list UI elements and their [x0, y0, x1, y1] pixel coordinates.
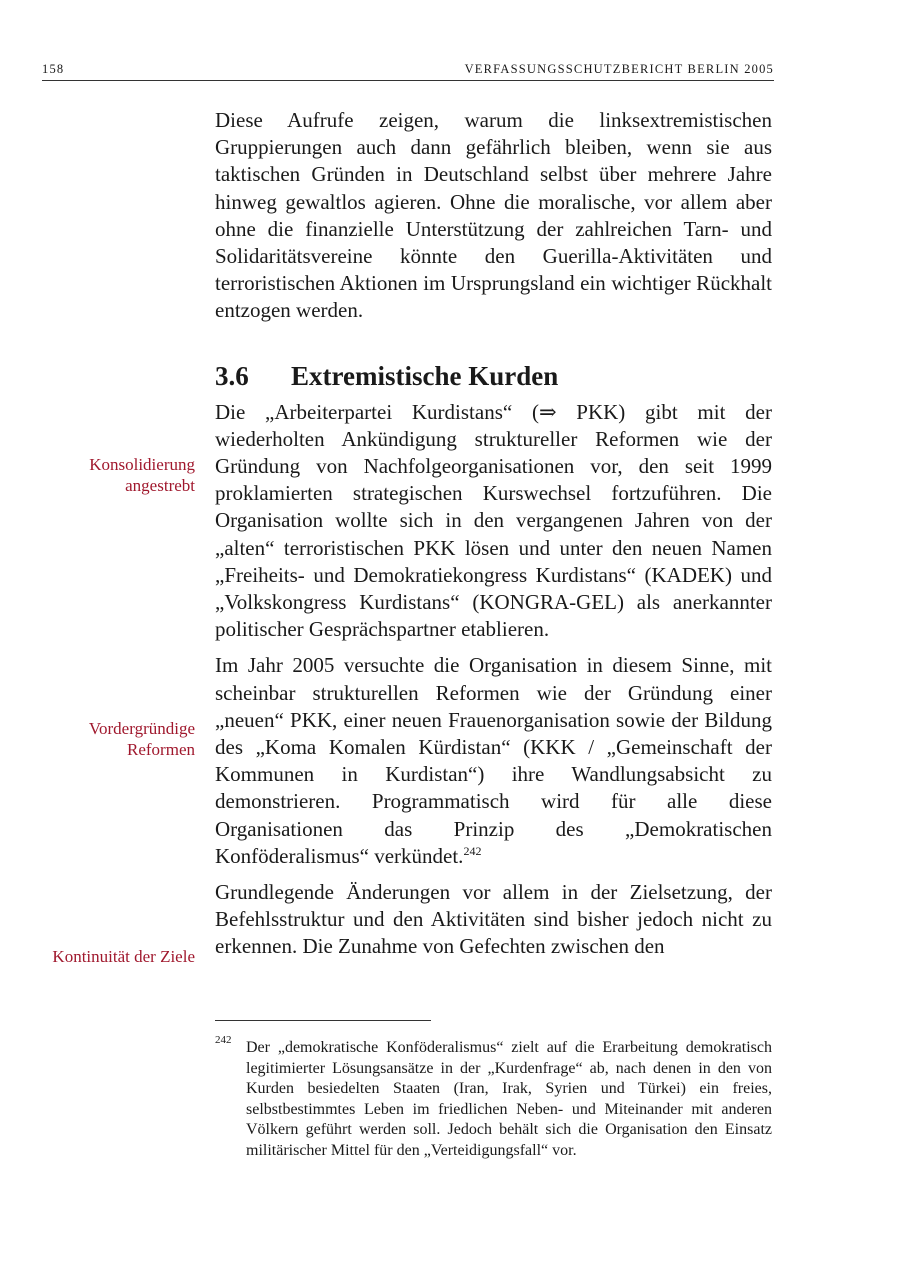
running-title: VERFASSUNGSSCHUTZBERICHT BERLIN 2005 [464, 62, 774, 76]
paragraph-continuity: Grundlegende Änderungen vor allem in der Zielsetzung, der Befehlsstruktur und den Aktivitäten sind bisher jedoch nicht zu erkennen. Die Zunahme von Gefechten zwischen den [215, 880, 772, 959]
footnote-242 [215, 1034, 772, 1161]
margin-note-line: angestrebt [125, 476, 195, 495]
margin-note-reformen [89, 718, 195, 760]
paragraph-2005-reforms [215, 652, 772, 870]
section-title: Extremistische Kurden [291, 360, 559, 391]
section-heading [215, 359, 772, 397]
footnote-reference[interactable]: 242 [463, 843, 482, 858]
section-number: 3.6 [215, 360, 249, 391]
paragraph-pkk-reforms: Die „Arbeiterpartei Kurdistans“ (⇒ PKK) gibt mit der wiederholten Ankündigung struktureller Reformen wie der Gründung von Nachfolgeorganisationen vor, den seit 1999 proklamierten strategischen Kurswechsel fortzuführen. Die Organisation wollte sich in den vergangenen Jahren von der „alten“ terroristischen PKK lösen und unter den neuen Namen „Freiheits- und Demokratiekongress Kurdistans“ (KADEK) und „Volkskongress Kurdistans“ (KONGRA-GEL) als anerkannter politischer Gesprächspartner etablieren. [215, 399, 772, 642]
running-header [42, 62, 774, 81]
footnote-text: Der „demokratische Konföderalismus“ zielt auf die Erarbeitung demokratisch legitimierter Lösungsansätze in der „Kurdenfrage“ ab, nach denen in den von Kurden besiedelten Staaten (Iran, Irak, Syrien und Türkei) ein freies, selbstbestimmtes Leben im friedlichen Neben- und Miteinander mit anderen Völkern geführt werden soll. Jedoch behält sich die Organisation den Einsatz militärischer Mittel für den „Verteidigungsfall“ vor. [246, 1039, 772, 1159]
intro-paragraph: Diese Aufrufe zeigen, warum die linksextremistischen Gruppierungen auch dann gefährlich bleiben, wenn sie aus taktischen Gründen in Deutschland selbst über mehrere Jahre hinweg gewaltlos agieren. Ohne die moralische, vor allem aber ohne die finanzielle Unterstützung der zahlreichen Tarn- und Solidaritätsvereine könnte den Guerilla-Aktivitäten und terroristischen Aktionen im Ursprungsland ein wichtiger Rückhalt entzogen werden. [215, 108, 772, 323]
margin-note-line: Vordergründige [88, 719, 195, 738]
main-text-column [215, 107, 772, 961]
page-number: 158 [42, 62, 65, 76]
margin-note-konsolidierung [89, 454, 195, 496]
margin-note-line: Konsolidierung [89, 455, 195, 474]
margin-note-kontinuitaet: Kontinuität der Ziele [52, 947, 195, 966]
footnote-number: 242 [215, 1034, 232, 1046]
margin-note-line: Reformen [127, 740, 195, 759]
paragraph-2005-text: Im Jahr 2005 versuchte die Organisation in diesem Sinne, mit scheinbar strukturellen Reformen wie der Gründung einer „neuen“ PKK, einer neuen Frauenorganisation sowie der Bildung des „Koma Komalen Kürdistan“ (KKK / „Gemeinschaft der Kommunen in Kurdistan“) ihre Wandlungsabsicht zu demonstrieren. Programmatisch wird für alle diese Organisationen das Prinzip des „Demokratischen Konföderalismus“ verkündet. [215, 653, 772, 868]
footnote-divider [215, 1020, 431, 1021]
